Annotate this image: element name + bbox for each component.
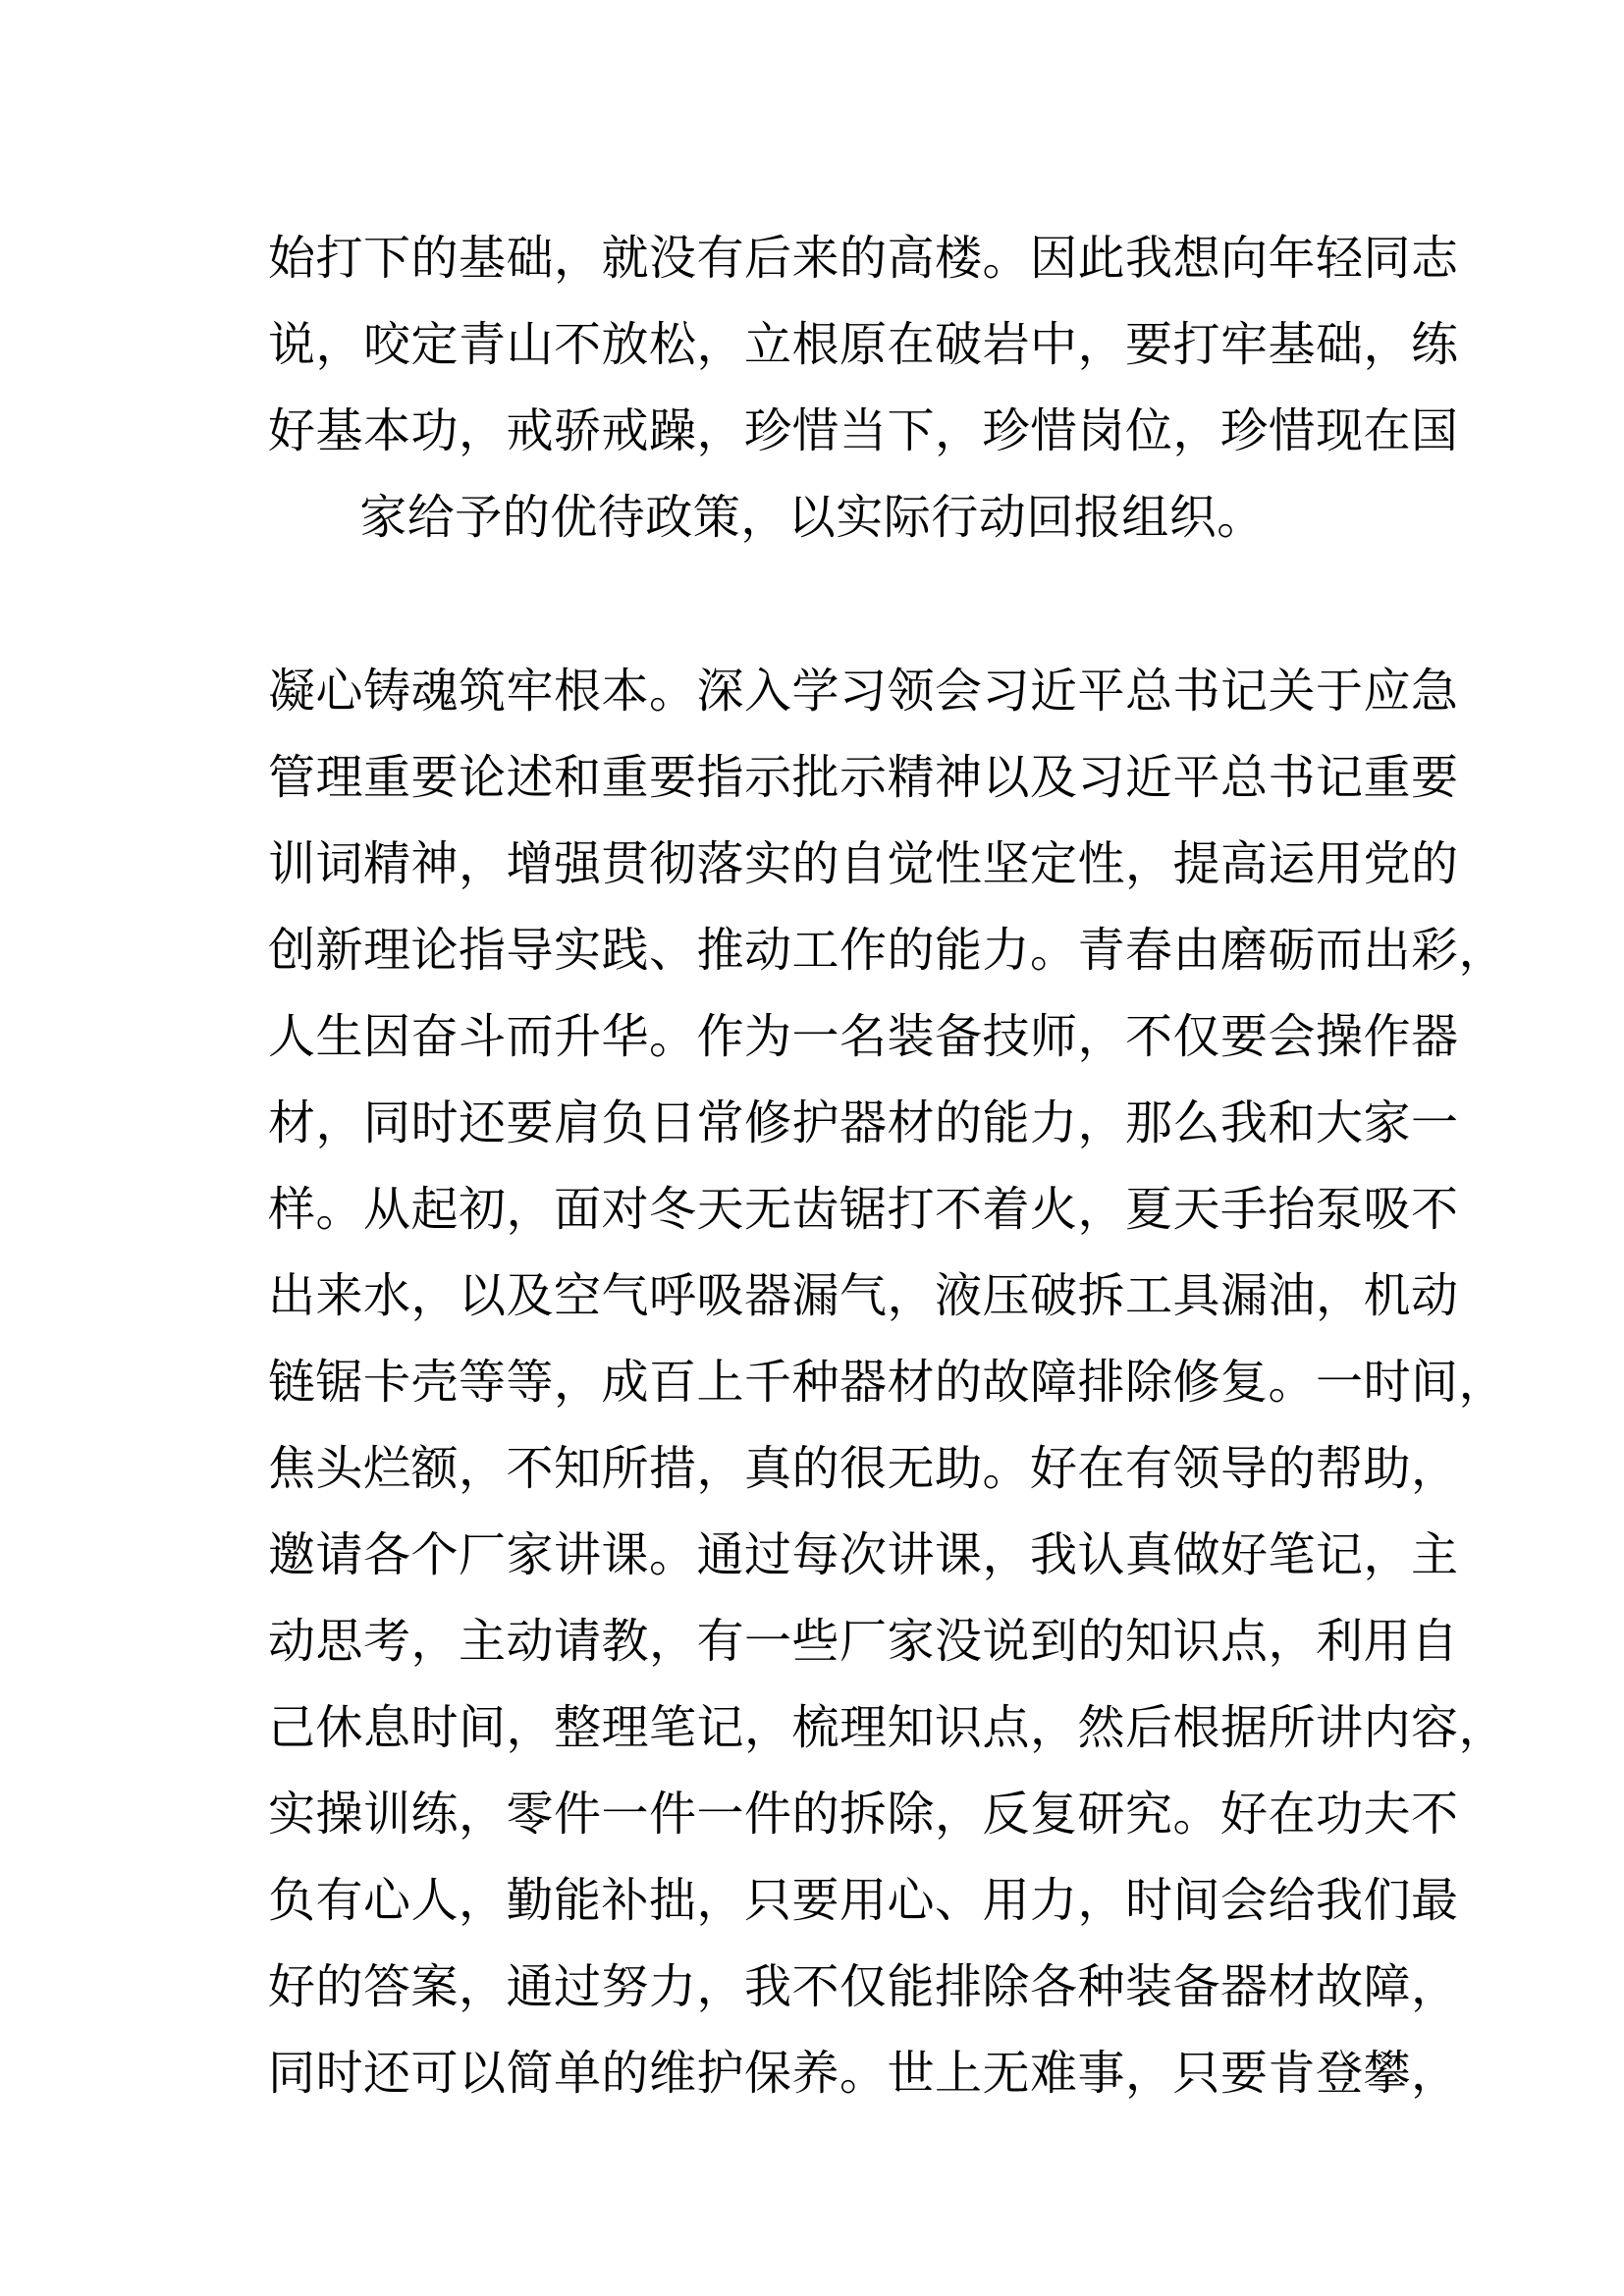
paragraph-2-line-8: 出来水，以及空气呼吸器漏气，液压破拆工具漏油，机动	[268, 1268, 1459, 1323]
paragraph-2-line-17: 同时还可以简单的维护保养。世上无难事，只要肯登攀，	[268, 2046, 1459, 2101]
paragraph-2-line-6: 材，同时还要肩负日常修护器材的能力，那么我和大家一	[268, 1095, 1459, 1150]
paragraph-2-line-1: 凝心铸魂筑牢根本。深入学习领会习近平总书记关于应急	[268, 664, 1459, 719]
paragraph-1-line-1: 始打下的基础，就没有后来的高楼。因此我想向年轻同志	[268, 231, 1459, 286]
paragraph-2-line-13: 己休息时间，整理笔记，梳理知识点，然后根据所讲内容，	[268, 1700, 1507, 1755]
paragraph-2-line-10: 焦头烂额，不知所措，真的很无助。好在有领导的帮助，	[268, 1441, 1459, 1496]
paragraph-2-line-14: 实操训练，零件一件一件的拆除，反复研究。好在功夫不	[268, 1787, 1459, 1842]
paragraph-2-line-16: 好的答案，通过努力，我不仅能排除各种装备器材故障，	[268, 1959, 1459, 2014]
paragraph-2-line-5: 人生因奋斗而升华。作为一名装备技师，不仅要会操作器	[268, 1009, 1459, 1064]
paragraph-2-line-4: 创新理论指导实践、推动工作的能力。青春由磨砺而出彩，	[268, 923, 1507, 978]
paragraph-2-line-15: 负有心人，勤能补拙，只要用心、用力，时间会给我们最	[268, 1873, 1459, 1928]
paragraph-1-line-2: 说，咬定青山不放松，立根原在破岩中，要打牢基础，练	[268, 317, 1459, 372]
paragraph-2-line-7: 样。从起初，面对冬天无齿锯打不着火，夏天手抬泵吸不	[268, 1182, 1459, 1237]
paragraph-2-line-2: 管理重要论述和重要指示批示精神以及习近平总书记重要	[268, 750, 1459, 805]
paragraph-2-line-3: 训词精神，增强贯彻落实的自觉性坚定性，提高运用党的	[268, 836, 1459, 891]
paragraph-2-line-12: 动思考，主动请教，有一些厂家没说到的知识点，利用自	[268, 1614, 1459, 1669]
paragraph-2-line-9: 链锯卡壳等等，成百上千种器材的故障排除修复。一时间，	[268, 1355, 1507, 1410]
paragraph-1-line-3: 好基本功，戒骄戒躁，珍惜当下，珍惜岗位，珍惜现在国	[268, 403, 1459, 458]
paragraph-2-line-11: 邀请各个厂家讲课。通过每次讲课，我认真做好笔记，主	[268, 1527, 1459, 1582]
paragraph-1-line-4: 家给予的优待政策，以实际行动回报组织。	[359, 490, 1265, 545]
